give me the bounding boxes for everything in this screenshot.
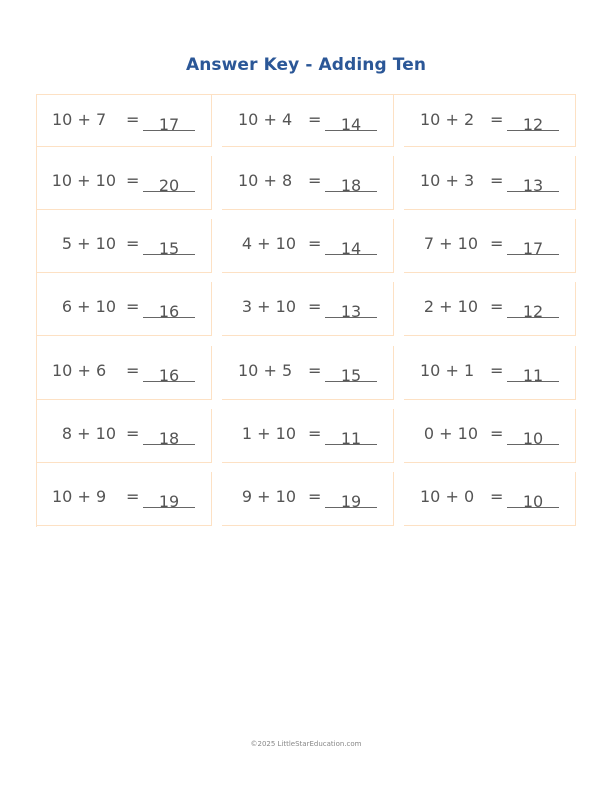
equation-expression: 10 + 4 (238, 110, 293, 129)
equation-expression: 10 + 5 (238, 361, 293, 380)
equation (404, 86, 576, 147)
answer-blank[interactable]: 11 (325, 424, 377, 445)
answer-blank[interactable]: 18 (325, 171, 377, 192)
problem-cell (404, 147, 576, 210)
problem-cell (404, 94, 576, 147)
equals-sign: = (308, 234, 322, 253)
equation-expression: 4 + 10 (241, 234, 296, 253)
answer-blank[interactable]: 18 (143, 424, 195, 445)
equation (404, 463, 576, 526)
problem-cell (36, 273, 212, 336)
equation (36, 147, 212, 210)
equation-expression: 2 + 10 (423, 297, 478, 316)
answer-blank[interactable]: 13 (325, 297, 377, 318)
equals-sign: = (308, 424, 322, 443)
equation-expression: 10 + 1 (420, 361, 475, 380)
answer-blank[interactable]: 17 (507, 234, 559, 255)
problem-row (36, 94, 576, 147)
equals-sign: = (490, 110, 504, 129)
equation (222, 463, 394, 526)
problem-cell (222, 147, 394, 210)
problem-cell (404, 463, 576, 526)
equation-expression: 3 + 10 (241, 297, 296, 316)
equation-expression: 0 + 10 (423, 424, 478, 443)
equation-expression: 8 + 10 (61, 424, 116, 443)
equation (36, 337, 212, 400)
equals-sign: = (126, 171, 140, 190)
equals-sign: = (126, 424, 140, 443)
equation (404, 147, 576, 210)
problem-cell (36, 94, 212, 147)
equation (36, 273, 212, 336)
equation (36, 86, 212, 147)
equation (36, 210, 212, 273)
equation-expression: 10 + 0 (420, 487, 475, 506)
equation (404, 210, 576, 273)
equation-expression: 1 + 10 (241, 424, 296, 443)
equation-expression: 10 + 6 (52, 361, 107, 380)
equals-sign: = (308, 297, 322, 316)
equation (222, 337, 394, 400)
problem-cell (222, 400, 394, 463)
problem-cell (404, 210, 576, 273)
equation (222, 147, 394, 210)
answer-blank[interactable]: 10 (507, 487, 559, 508)
problem-cell (222, 273, 394, 336)
equation (222, 86, 394, 147)
equals-sign: = (308, 487, 322, 506)
equation (404, 400, 576, 463)
problem-cell (222, 94, 394, 147)
answer-blank[interactable]: 12 (507, 110, 559, 131)
answer-blank[interactable]: 20 (143, 171, 195, 192)
problem-cell (404, 400, 576, 463)
answer-blank[interactable]: 15 (143, 234, 195, 255)
page-title: Answer Key - Adding Ten (185, 55, 427, 75)
equals-sign: = (308, 361, 322, 380)
problem-cell (36, 210, 212, 273)
equals-sign: = (490, 361, 504, 380)
problem-cell (36, 400, 212, 463)
equation-expression: 5 + 10 (61, 234, 116, 253)
equation-expression: 10 + 7 (52, 110, 107, 129)
equation-expression: 10 + 9 (52, 487, 107, 506)
equation-expression: 10 + 2 (420, 110, 475, 129)
answer-blank[interactable]: 16 (143, 361, 195, 382)
equation (222, 400, 394, 463)
answer-blank[interactable]: 17 (143, 110, 195, 131)
equation-expression: 10 + 3 (420, 171, 475, 190)
equals-sign: = (126, 110, 140, 129)
answer-blank[interactable]: 14 (325, 234, 377, 255)
copyright-footer: ©2025 LittleStarEducation.com (250, 740, 362, 748)
answer-blank[interactable]: 13 (507, 171, 559, 192)
equation (222, 273, 394, 336)
problem-cell (222, 463, 394, 526)
equals-sign: = (126, 297, 140, 316)
problem-row (36, 147, 576, 210)
problem-cell (36, 337, 212, 400)
equals-sign: = (126, 234, 140, 253)
problem-row (36, 400, 576, 463)
equation (404, 337, 576, 400)
problem-cell (404, 273, 576, 336)
answer-blank[interactable]: 16 (143, 297, 195, 318)
equation-expression: 9 + 10 (241, 487, 296, 506)
equation-expression: 7 + 10 (423, 234, 478, 253)
problem-row (36, 463, 576, 526)
equation-expression: 6 + 10 (61, 297, 116, 316)
equals-sign: = (490, 424, 504, 443)
equation (36, 400, 212, 463)
problem-row (36, 273, 576, 336)
problem-cell (36, 147, 212, 210)
equals-sign: = (126, 487, 140, 506)
equals-sign: = (308, 171, 322, 190)
problem-cell (36, 463, 212, 526)
answer-blank[interactable]: 11 (507, 361, 559, 382)
equation-expression: 10 + 10 (51, 171, 116, 190)
equation (36, 463, 212, 526)
answer-blank[interactable]: 19 (325, 487, 377, 508)
equals-sign: = (490, 171, 504, 190)
equals-sign: = (490, 234, 504, 253)
equals-sign: = (490, 487, 504, 506)
equals-sign: = (490, 297, 504, 316)
answer-blank[interactable]: 10 (507, 424, 559, 445)
answer-blank[interactable]: 19 (143, 487, 195, 508)
equation (404, 273, 576, 336)
answer-blank[interactable]: 12 (507, 297, 559, 318)
equals-sign: = (126, 361, 140, 380)
equation (222, 210, 394, 273)
answer-blank[interactable]: 14 (325, 110, 377, 131)
problem-row (36, 210, 576, 273)
problem-row (36, 337, 576, 400)
answer-blank[interactable]: 15 (325, 361, 377, 382)
equation-expression: 10 + 8 (238, 171, 293, 190)
problem-cell (222, 337, 394, 400)
problem-cell (222, 210, 394, 273)
equals-sign: = (308, 110, 322, 129)
problem-cell (404, 337, 576, 400)
